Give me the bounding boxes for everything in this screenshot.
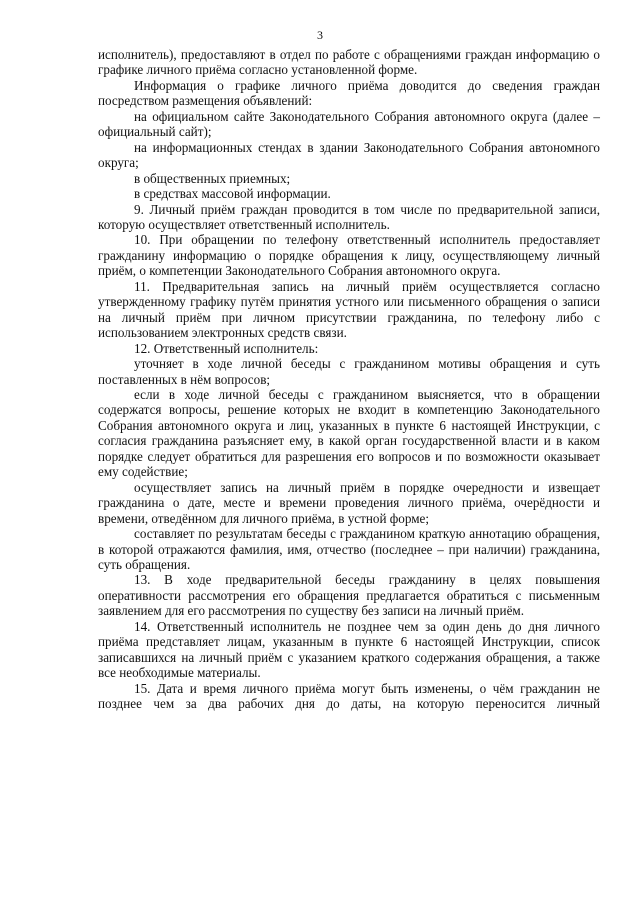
paragraph: Информация о графике личного приёма доводится до сведения граждан посредством размещения объявлений: xyxy=(98,77,600,109)
paragraph: 14. Ответственный исполнитель не позднее чем за один день до дня личного приёма представляет лицам, указанным в пункте 6 настоящей Инструкции, список записавшихся на личный приём с указанием краткого содержания обращения, а также все необходимые материалы. xyxy=(98,618,600,681)
page-number: 3 xyxy=(317,28,323,42)
paragraph: на официальном сайте Законодательного Собрания автономного округа (далее – официальный сайт); xyxy=(98,108,600,140)
paragraph: на информационных стендах в здании Законодательного Собрания автономного округа; xyxy=(98,139,600,171)
paragraph: в общественных приемных; xyxy=(134,170,291,186)
paragraph: осуществляет запись на личный приём в порядке очередности и извещает гражданина о дате, месте и времени проведения личного приёма, очерёдности и времени, отведённом для личного приёма, в устной форме; xyxy=(98,479,600,526)
paragraph: если в ходе личной беседы с гражданином выясняется, что в обращении содержатся вопросы, решение которых не входит в компетенцию Законодательного Собрания автономного округа и лиц, указанных в пункте 6 настоящей Инструкции, с согласия гражданина разъясняет ему, в какой орган государственной власти и в каком порядке следует обратиться для разрешения его вопросов и по возможности оказывает ему содействие; xyxy=(98,386,600,480)
document-body xyxy=(98,47,600,711)
paragraph: составляет по результатам беседы с гражданином краткую аннотацию обращения, в которой отражаются фамилия, имя, отчество (последнее – при наличии) гражданина, суть обращения. xyxy=(98,526,600,572)
paragraph: уточняет в ходе личной беседы с гражданином мотивы обращения и суть поставленных в нём вопросов; xyxy=(98,356,600,387)
paragraph: 12. Ответственный исполнитель: xyxy=(134,340,319,356)
paragraph: 11. Предварительная запись на личный приём осуществляется согласно утвержденному графику путём принятия устного или письменного обращения о записи на личный приём при личном присутствии гражданина, по телефону либо с использованием электронных средств связи. xyxy=(98,278,600,341)
paragraph: 15. Дата и время личного приёма могут быть изменены, о чём гражданин не позднее чем за два рабочих дня до даты, на которую переносится личный xyxy=(98,680,600,712)
paragraph: 9. Личный приём граждан проводится в том числе по предварительной записи, которую осуществляет ответственный исполнитель. xyxy=(98,201,600,232)
paragraph: 13. В ходе предварительной беседы гражданину в целях повышения оперативности рассмотрения его обращения предлагается обратиться с письменным заявлением для его рассмотрения по существу без записи на личный приём. xyxy=(98,572,600,619)
paragraph: в средствах массовой информации. xyxy=(134,186,331,202)
paragraph: исполнитель), предоставляют в отдел по работе с обращениями граждан информацию о графике личного приёма согласно установленной форме. xyxy=(98,47,600,78)
paragraph: 10. При обращении по телефону ответственный исполнитель предоставляет гражданину информацию о порядке обращения к лицу, осуществляющему личный приём, о компетенции Законодательного Собрания автономного округа. xyxy=(98,232,600,279)
